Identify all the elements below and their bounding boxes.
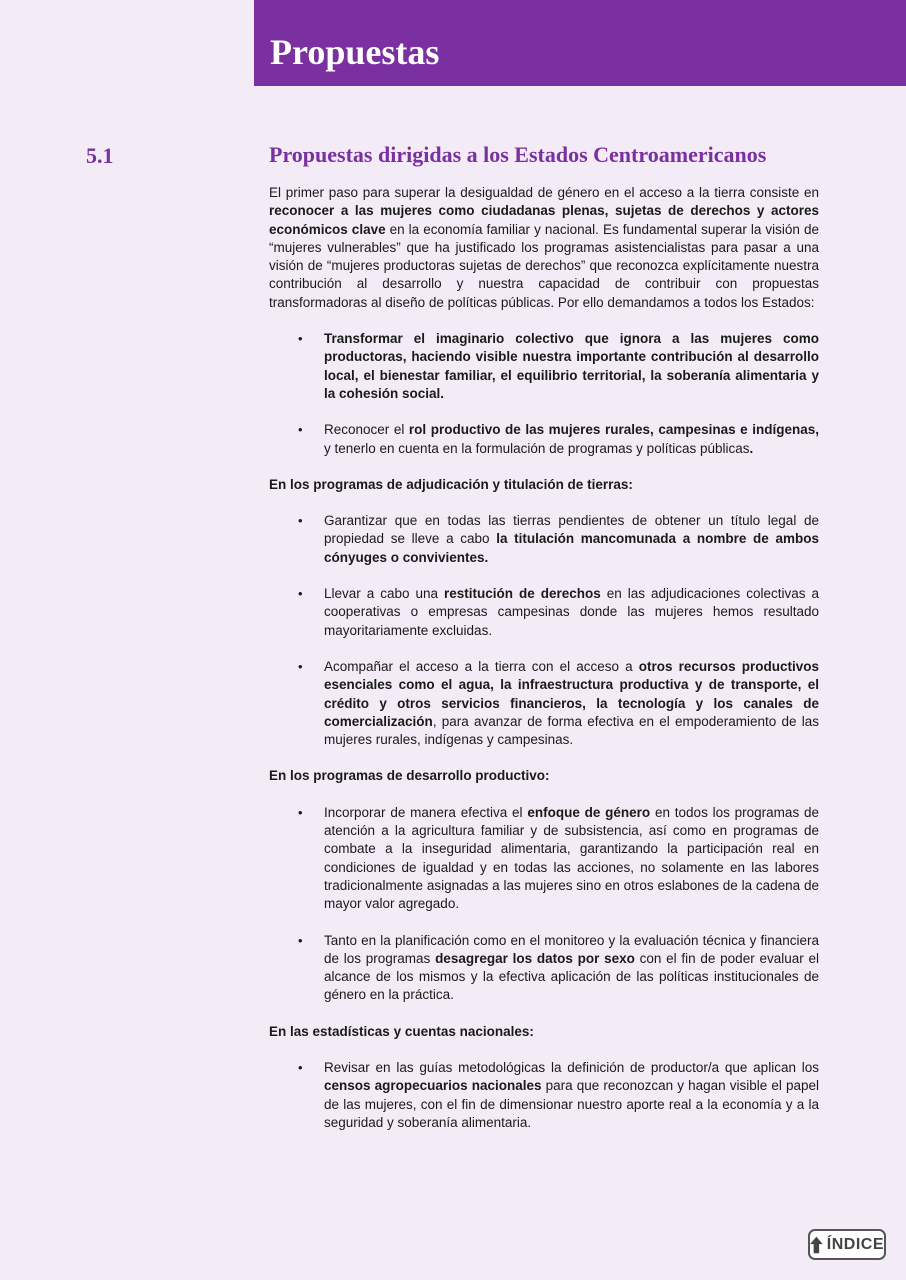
- bullet-icon: •: [298, 586, 303, 602]
- list-item: [269, 585, 819, 640]
- text-run: en la economía familiar y nacional. Es fundamental superar la visión de “mujeres vulnerables” que ha justificado los programas asistencialistas para pasar a una visión de “mujeres productoras sujetas de derechos” que reconozca explícitamente nuestra contribución al desarrollo y nuestra capacidad de contribuir con propuestas transformadoras al diseño de políticas públicas. Por ello demandamos a todos los Estados:: [269, 221, 819, 310]
- bullet-icon: •: [298, 658, 303, 674]
- bullet-icon: •: [298, 331, 303, 347]
- text-run-bold: otros recursos productivos esenciales como el agua, la infraestructura productiva y de transporte, el crédito y otros servicios financieros, la tecnología y los canales de comercialización: [324, 658, 819, 729]
- text-run: , para avanzar de forma efectiva en el empoderamiento de las mujeres rurales, indígenas y campesinas.: [324, 713, 819, 748]
- list-item: [269, 330, 819, 403]
- text-run-bold: desagregar los datos por sexo: [435, 950, 635, 966]
- text-run: para que reconozcan y hagan visible el papel de las mujeres, con el fin de dimensionar nuestro aporte real a la economía y a la seguridad y soberanía alimentaria.: [324, 1078, 819, 1130]
- text-run-bold: censos agropecuarios nacionales: [324, 1078, 542, 1094]
- text-run: Tanto en la planificación como en el monitoreo y la evaluación técnica y financiera de los programas: [324, 932, 819, 966]
- subheading-productive-development: En los programas de desarrollo productivo:: [269, 768, 550, 784]
- subheading-national-statistics: En las estadísticas y cuentas nacionales:: [269, 1023, 534, 1039]
- header-banner: [254, 0, 906, 86]
- intro-paragraph: [269, 184, 819, 312]
- text-run-bold: Transformar el imaginario colectivo que ignora a las mujeres como productoras, haciendo visible nuestra importante contribución al desarrollo local, el bienestar familiar, el equilibrio territorial, la soberanía alimentaria y la cohesión social.: [324, 331, 819, 401]
- text-run: y tenerlo en cuenta en la formulación de programas y políticas públicas: [324, 440, 750, 456]
- text-run-bold: reconocer a las mujeres como ciudadanas plenas, sujetas de derechos y actores económicos clave: [269, 203, 819, 237]
- index-button-label: ÍNDICE: [826, 1235, 884, 1253]
- text-run: Revisar en las guías metodológicas la definición de productor/a que aplican los: [324, 1059, 819, 1075]
- list-item: [269, 658, 819, 749]
- subheading-land-titling: En los programas de adjudicación y titulación de tierras:: [269, 476, 633, 492]
- text-run-bold: la titulación mancomunada a nombre de ambos cónyuges o convivientes.: [324, 531, 819, 565]
- text-run-bold: .: [749, 440, 754, 456]
- arrow-up-icon: [810, 1236, 823, 1254]
- text-run: en las adjudicaciones colectivas a cooperativas o empresas campesinas donde las mujeres hemos resultado mayoritariamente excluidas.: [324, 586, 819, 638]
- bullet-icon: •: [298, 513, 303, 529]
- text-run: Acompañar el acceso a la tierra con el acceso a: [324, 658, 639, 674]
- bullet-icon: •: [298, 804, 303, 820]
- bullet-icon: •: [298, 1059, 303, 1075]
- text-run: en todos los programas de atención a la agricultura familiar y de subsistencia, así como en programas de combate a la inseguridad alimentaria, garantizando la participación real en condiciones de igualdad y en todas las acciones, no solamente en las labores tradicionalmente asignadas a las mujeres sino en otros eslabones de la cadena de mayor valor agregado.: [324, 804, 819, 912]
- list-item: [269, 512, 819, 567]
- section-title: Propuestas dirigidas a los Estados Centroamericanos: [269, 142, 767, 167]
- text-run-bold: enfoque de género: [527, 804, 651, 820]
- bullet-list: [269, 512, 819, 749]
- text-run: Llevar a cabo una: [324, 586, 444, 602]
- index-button[interactable]: [808, 1229, 886, 1260]
- section-number: 5.1: [86, 143, 114, 168]
- text-run: con el fin de poder evaluar el alcance de los mismos y la efectiva aplicación de las políticas institucionales de género en la práctica.: [324, 950, 819, 1003]
- text-run: Garantizar que en todas las tierras pendientes de obtener un título legal de propiedad se lleve a cabo: [324, 513, 819, 547]
- bullet-list: [269, 804, 819, 1005]
- list-item: [269, 804, 819, 914]
- list-item: [269, 421, 819, 458]
- text-run: Reconocer el: [324, 422, 409, 438]
- main-content: [269, 184, 819, 1150]
- text-run: Incorporar de manera efectiva el: [324, 804, 528, 820]
- bullet-list: [269, 330, 819, 458]
- text-run-bold: restitución de derechos: [443, 586, 601, 602]
- bullet-icon: •: [298, 422, 303, 438]
- list-item: [269, 932, 819, 1005]
- bullet-list: [269, 1059, 819, 1132]
- page-title: Propuestas: [270, 32, 440, 72]
- bullet-icon: •: [298, 932, 303, 948]
- text-run-bold: rol productivo de las mujeres rurales, campesinas e indígenas,: [408, 422, 819, 438]
- list-item: [269, 1059, 819, 1132]
- text-run: El primer paso para superar la desigualdad de género en el acceso a la tierra consiste en: [269, 185, 819, 200]
